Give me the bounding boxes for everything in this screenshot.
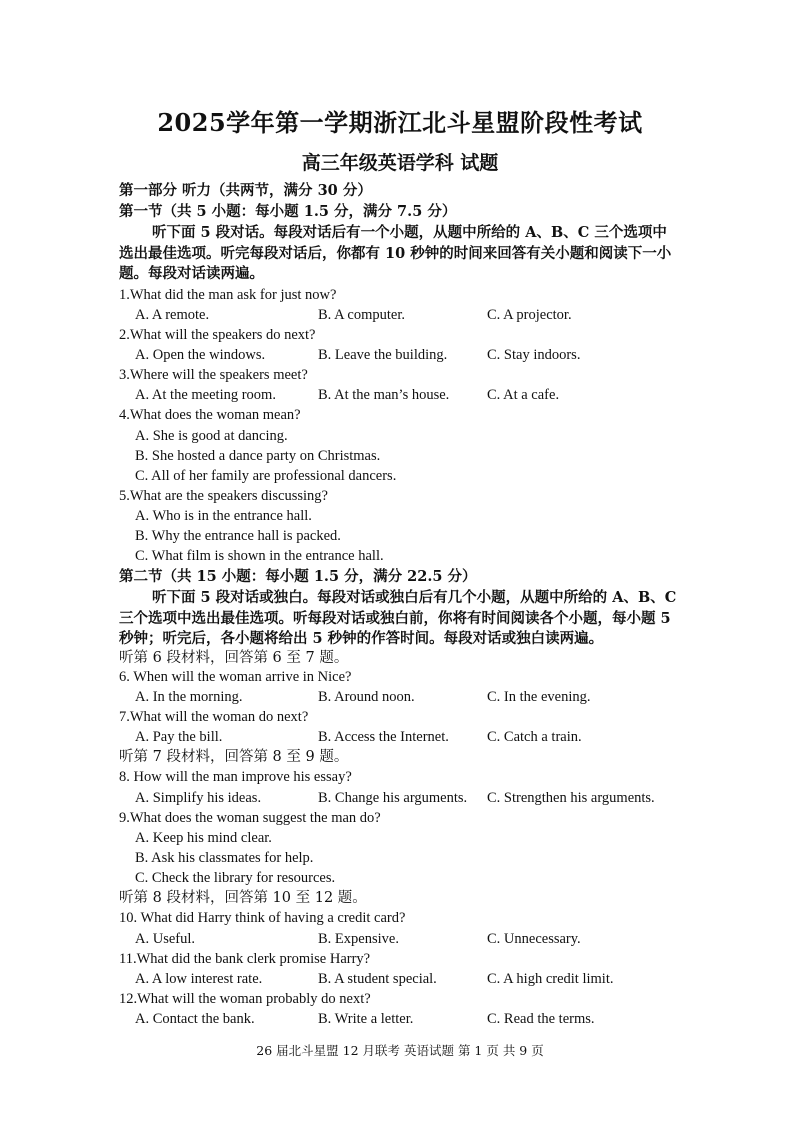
section2-instruction-line: 三个选项中选出最佳选项。听每段对话或独白前，你将有时间阅读各个小题，每小题 5 [119, 610, 671, 627]
question-stem: 11.What did the bank clerk promise Harry? [119, 951, 371, 967]
section2-instruction-line: 听下面 5 段对话或独白。每段对话或独白后有几个小题，从题中所给的 A、B、C [152, 589, 677, 606]
option-b: B. Expensive. [318, 931, 399, 947]
option-c: C. A projector. [487, 307, 572, 323]
option-b: B. Why the entrance hall is packed. [135, 528, 341, 544]
option-c: C. In the evening. [487, 689, 591, 705]
exam-subtitle: 高三年级英语学科 试题 [301, 152, 499, 174]
page-footer: 26 届北斗星盟 12 月联考 英语试题 第 1 页 共 9 页 [256, 1043, 544, 1058]
option-b: B. Ask his classmates for help. [135, 850, 314, 866]
option-a: A. Open the windows. [135, 347, 266, 363]
section2-heading: 第二节（共 15 小题：每小题 1.5 分，满分 22.5 分） [119, 568, 477, 585]
option-c: C. Catch a train. [487, 729, 582, 745]
option-b: B. Change his arguments. [318, 790, 468, 806]
section1-heading: 第一节（共 5 小题：每小题 1.5 分，满分 7.5 分） [119, 203, 457, 220]
option-a: A. A low interest rate. [135, 971, 263, 987]
material-note: 听第 6 段材料，回答第 6 至 7 题。 [119, 650, 349, 666]
question-stem: 6. When will the woman arrive in Nice? [119, 669, 352, 685]
question-stem: 2.What will the speakers do next? [119, 327, 316, 343]
exam-title: 2025学年第一学期浙江北斗星盟阶段性考试 [157, 108, 643, 137]
question-stem: 4.What does the woman mean? [119, 407, 301, 423]
option-a: A. Contact the bank. [135, 1011, 255, 1027]
section1-instruction-line: 选出最佳选项。听完每段对话后，你都有 10 秒钟的时间来回答有关小题和阅读下一小 [119, 245, 672, 262]
option-c: C. A high credit limit. [487, 971, 614, 987]
section1-instruction-line: 题。每段对话读两遍。 [119, 265, 264, 282]
option-c: C. What film is shown in the entrance hall. [135, 548, 384, 564]
option-b: B. A student special. [318, 971, 437, 987]
material-note: 听第 7 段材料，回答第 8 至 9 题。 [119, 749, 349, 765]
question-stem: 9.What does the woman suggest the man do? [119, 810, 381, 826]
option-c: C. At a cafe. [487, 387, 560, 403]
option-b: B. At the man’s house. [318, 387, 450, 403]
option-b: B. A computer. [318, 307, 405, 323]
option-a: A. Simplify his ideas. [135, 790, 262, 806]
option-a: A. She is good at dancing. [135, 428, 288, 444]
question-stem: 3.Where will the speakers meet? [119, 367, 308, 383]
option-a: A. Who is in the entrance hall. [135, 508, 312, 524]
option-b: B. She hosted a dance party on Christmas. [135, 448, 381, 464]
option-c: C. Read the terms. [487, 1011, 595, 1027]
option-a: A. Useful. [135, 931, 196, 947]
question-stem: 7.What will the woman do next? [119, 709, 309, 725]
material-note: 听第 8 段材料，回答第 10 至 12 题。 [119, 890, 367, 906]
option-a: A. Pay the bill. [135, 729, 223, 745]
option-b: B. Around noon. [318, 689, 415, 705]
option-a: A. In the morning. [135, 689, 243, 705]
option-c: C. Strengthen his arguments. [487, 790, 655, 806]
option-c: C. All of her family are professional dancers. [135, 468, 397, 484]
option-b: B. Access the Internet. [318, 729, 449, 745]
section1-instruction-line: 听下面 5 段对话。每段对话后有一个小题，从题中所给的 A、B、C 三个选项中 [152, 224, 667, 241]
section2-instruction-line: 秒钟；听完后，各小题将给出 5 秒钟的作答时间。每段对话或独白读两遍。 [119, 630, 604, 647]
question-stem: 12.What will the woman probably do next? [119, 991, 371, 1007]
option-b: B. Write a letter. [318, 1011, 414, 1027]
option-c: C. Unnecessary. [487, 931, 581, 947]
part1-heading: 第一部分 听力（共两节，满分 30 分） [119, 182, 372, 199]
option-a: A. At the meeting room. [135, 387, 276, 403]
question-stem: 5.What are the speakers discussing? [119, 488, 328, 504]
option-a: A. Keep his mind clear. [135, 830, 272, 846]
option-c: C. Stay indoors. [487, 347, 581, 363]
question-stem: 8. How will the man improve his essay? [119, 769, 352, 785]
option-a: A. A remote. [135, 307, 210, 323]
question-stem: 10. What did Harry think of having a credit card? [119, 910, 406, 926]
option-c: C. Check the library for resources. [135, 870, 336, 886]
question-stem: 1.What did the man ask for just now? [119, 287, 337, 303]
option-b: B. Leave the building. [318, 347, 448, 363]
